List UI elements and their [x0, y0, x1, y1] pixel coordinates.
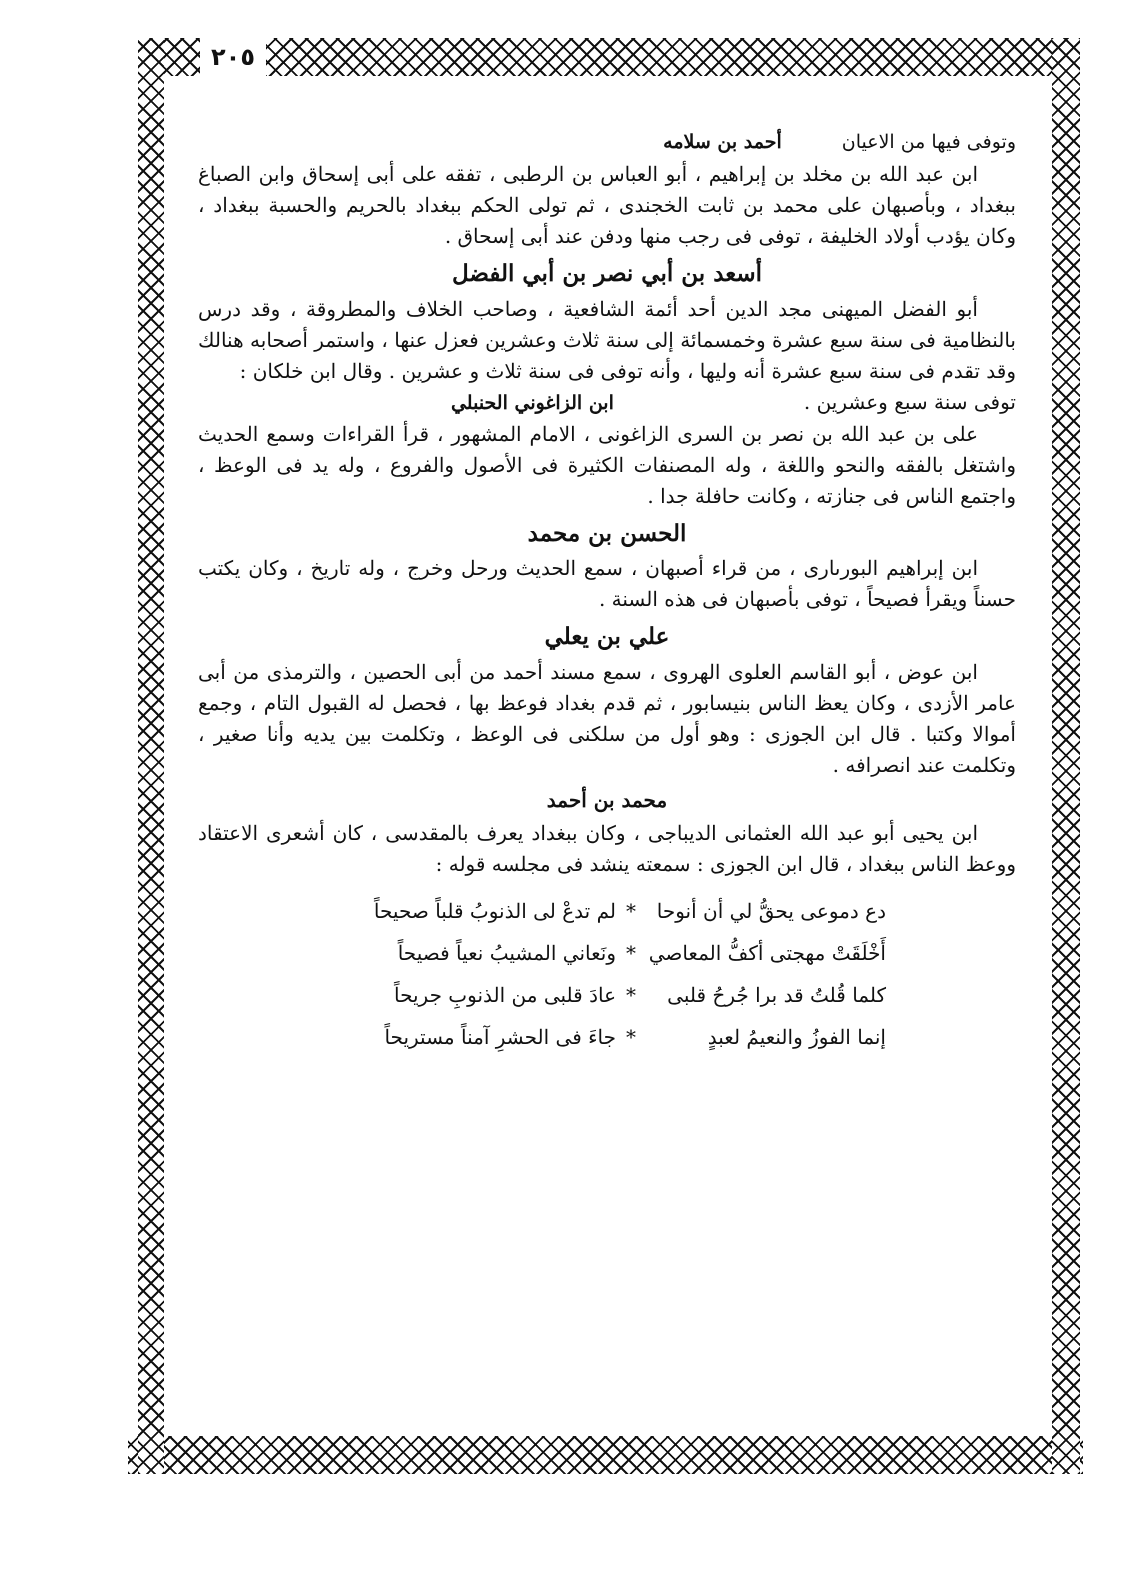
poem-verse	[198, 974, 886, 1016]
entry-text-continued: توفى سنة سبع وعشرين .	[803, 390, 1016, 415]
page-body	[198, 128, 1016, 1418]
entry-heading: محمد بن أحمد	[546, 787, 668, 812]
page-number: ٢٠٥	[200, 36, 266, 78]
entry-heading: أسعد بن أبي نصر بن أبي الفضل	[451, 260, 763, 288]
entry-text: أبو الفضل الميهنى مجد الدين أحد أئمة الشافعية ، وصاحب الخلاف والمطروقة ، وقد درس بالنظامية فى سنة سبع عشرة وخمسمائة إلى سنة ثلاث وعشرين فعزل عنها ، واستمر أصحابه هنالك وقد تقدم فى سنة سبع عشرة أنه وليها ، وأنه توفى فى سنة ثلاث و عشرين . وقال ابن خلكان :	[198, 297, 1016, 384]
poem	[198, 890, 1016, 1058]
entry-text: ابن عوض ، أبو القاسم العلوى الهروى ، سمع مسند أحمد من أبى الحصين ، والترمذى من أبى عامر الأزدى ، وكان يعظ الناس بنيسابور ، ثم قدم بغداد فوعظ بها ، فحصل له القبول التام ، وجمع أموالا وكتبا . قال ابن الجوزى : وهو أول من سلكنى فى الوعظ ، وتكلمت بين يديه وأنا صغير ، وتكلمت عند انصرافه .	[198, 659, 1016, 777]
inline-heading-row	[198, 387, 1016, 418]
verse-second-hemistich: ونَعاني المشيبُ نعياً فصيحاً	[397, 940, 616, 965]
verse-separator: *	[626, 1024, 636, 1049]
decorative-border-bottom	[128, 1436, 1083, 1474]
verse-second-hemistich: عادَ قلبى من الذنوبِ جريحاً	[393, 982, 616, 1007]
verse-second-hemistich: جاءَ فى الحشرِ آمناً مستريحاً	[384, 1024, 616, 1049]
verse-separator: *	[626, 940, 636, 965]
verse-second-hemistich: لم تدعْ لى الذنوبُ قلباً صحيحاً	[373, 898, 616, 923]
verse-first-hemistich: دع دموعى يحقُّ لي أن أنوحا	[656, 898, 886, 923]
entry-heading: الحسن بن محمد	[527, 519, 687, 547]
entry-text: ابن عبد الله بن مخلد بن إبراهيم ، أبو العباس بن الرطبى ، تفقه على أبى إسحاق وابن الصباغ ببغداد ، وبأصبهان على محمد بن ثابت الخجندى ، ثم تولى الحكم ببغداد بالحريم والحسبة ببغداد ، وكان يؤدب أولاد الخليفة ، توفى فى رجب منها ودفن عند أبى إسحاق .	[198, 162, 1016, 249]
verse-first-hemistich: كلما قُلتُ قد برا جُرحُ قلبى	[667, 982, 886, 1007]
entry-heading: علي بن يعلي	[544, 623, 670, 651]
verse-separator: *	[626, 898, 636, 923]
entry-text: ابن إبراهيم البورىارى ، من قراء أصبهان ، سمع الحديث ورحل وخرج ، وله تاريخ ، وكان يكتب حسناً ويقرأ فصيحاً ، توفى بأصبهان فى هذه السنة .	[198, 556, 1016, 612]
lead-line	[198, 128, 1016, 157]
entry-text: على بن عبد الله بن نصر بن السرى الزاغونى ، الامام المشهور ، قرأ القراءات وسمع الحديث واشتغل بالفقه والنحو واللغة ، وله المصنفات الكثيرة فى الأصول والفروع ، وله يد فى الوعظ ، واجتمع الناس فى جنازته ، وكانت حافلة جدا .	[198, 421, 1016, 508]
decorative-border-top	[140, 38, 1080, 76]
entry-text: ابن يحيى أبو عبد الله العثمانى الديباجى ، وكان ببغداد يعرف بالمقدسى ، كان أشعرى الاعتقاد ووعظ الناس ببغداد ، قال ابن الجوزى : سمعته ينشد فى مجلسه قوله :	[198, 820, 1016, 876]
poem-verse	[198, 1016, 886, 1058]
entry-heading: ابن الزاغوني الحنبلي	[450, 392, 614, 415]
verse-separator: *	[626, 982, 636, 1007]
poem-verse	[198, 890, 886, 932]
poem-verse	[198, 932, 886, 974]
entry-heading: أحمد بن سلامه	[663, 131, 782, 153]
verse-first-hemistich: أَخْلَقَتْ مهجتى أكفُّ المعاصي	[648, 940, 886, 965]
decorative-border-left	[138, 38, 164, 1474]
lead-text: وتوفى فيها من الاعيان	[841, 131, 1016, 153]
decorative-border-right	[1052, 38, 1080, 1474]
verse-first-hemistich: إنما الفوزُ والنعيمُ لعبدٍ	[707, 1024, 886, 1049]
